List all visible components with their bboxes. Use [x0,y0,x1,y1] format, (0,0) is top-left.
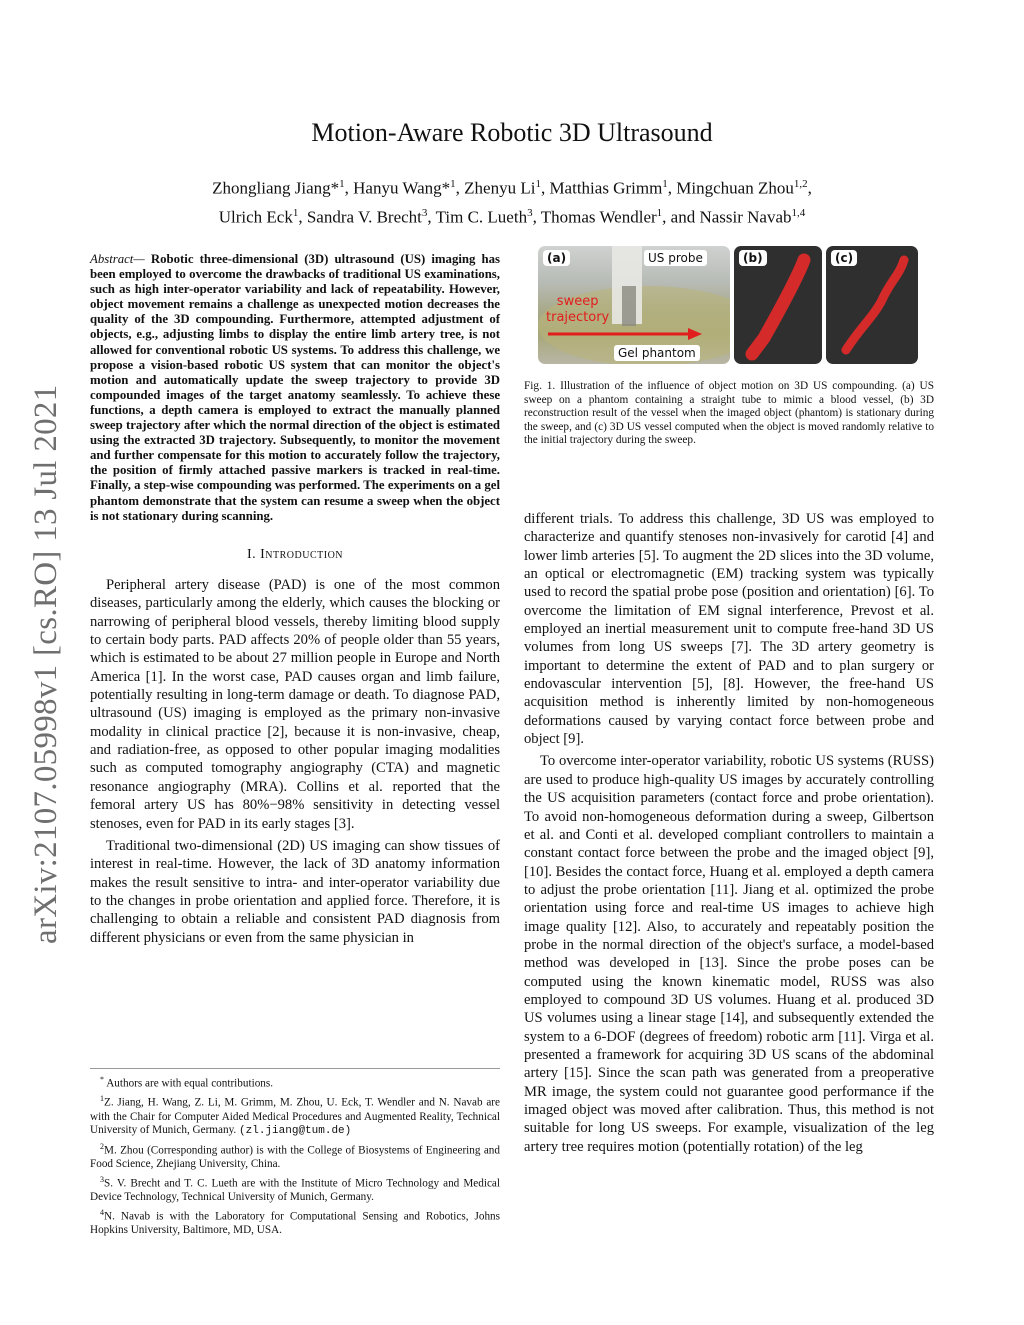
author-name: Thomas Wendler [540,207,657,227]
figure-1-caption: Fig. 1. Illustration of the influence of object motion on 3D US compounding. (a) US sweep on a phantom containing a straight tube to mimic a blood vessel, (b) 3D reconstruction result of the vessel when the imaged object (phantom) is stationary during the sweep, and (c) 3D US vessel computed when the object is moved randomly relative to the initial trajectory during the sweep. [524,380,934,446]
author-affiliation-mark: 1 [656,206,663,219]
probe-tip [622,286,636,326]
author-affiliation-mark: 1,2 [793,178,808,190]
figure-panel-a [538,246,730,364]
author-name: Nassir Navab [699,207,792,227]
left-column [90,252,500,947]
section-number: I. [246,546,257,562]
footnote-affiliation-3: $^3$S. V. Brecht and T. C. Lueth are with the Institute of Micro Technology and Medical Device Technology, Technical University of Munich, Germany. [90,1174,500,1204]
vessel-stationary [752,260,804,354]
author-affiliation-mark: 1 [535,178,541,190]
vessel-moved [846,260,904,350]
section-heading-introduction [90,546,500,564]
panel-label-b: (b) [739,250,767,266]
author-name: Matthias Grimm [549,178,663,198]
author-name: Tim C. Lueth [435,207,528,227]
footnotes [90,1068,500,1239]
abstract-text: Robotic three-dimensional (3D) ultrasound (US) imaging has been employed to overcome the drawbacks of traditional US examinations, such as high inter-operator variability and lack of repeatability. However, object movement remains a challenge as unexpected motion decreases the quality of the 3D compounding. Furthermore, attempted adjustment of objects, e.g., adjusting limbs to display the entire limb artery tree, is not allowed for conventional robotic US systems. To address this challenge, we propose a vision-based robotic US system that can monitor the object's motion and automatically update the sweep trajectory to provide 3D compounded images of the target anatomy seamlessly. To achieve these functions, a depth camera is employed to extract the manually planned sweep trajectory after which the normal direction of the object is estimated using the extracted 3D trajectory. Subsequently, to monitor the movement and further compensate for this motion to accurately follow the trajectory, the position of firmly attached passive markers is tracked in real-time. Finally, a step-wise compounding was performed. The experiments on a gel phantom demonstrate that the system can resume a sweep when the object is not stationary during scanning. [90,252,500,523]
author-name: Ulrich Eck [218,207,293,227]
gel-phantom-label: Gel phantom [614,345,700,361]
figure-1 [538,246,918,364]
intro-paragraph-2: Traditional two-dimensional (2D) US imaging can show tissues of interest in real-time. However, the lack of 3D anatomy information makes the result sensitive to intra- and inter-operator variability due to the changes in probe orientation and applied force. Therefore, it is challenging to obtain a reliable and consistent PAD diagnosis from different physicians or even from the same physician in [90,837,500,946]
author-email[interactable]: (zl.jiang@tum.de) [239,1125,352,1138]
arxiv-identifier: arXiv:2107.05998v1 [cs.RO] 13 Jul 2021 [28,384,64,944]
author-affiliation-mark: 3 [527,206,533,219]
author-affiliation-mark: 3 [421,206,428,219]
author-name: Mingchuan Zhou [676,178,794,198]
panel-label-a: (a) [543,250,570,266]
footnote-affiliation-2: $^2$M. Zhou (Corresponding author) is with the College of Biosystems of Engineering and Food Science, Zhejiang University, China. [90,1141,500,1171]
right-paragraph-2: To overcome inter-operator variability, robotic US systems (RUSS) are used to produce high-quality US images by accurately controlling the US acquisition parameters (contact force and probe orientation). To avoid non-homogeneous deformation during a sweep, Gilbertson et al. and Conti et al. developed compliant controllers to maintain a constant contact force between the probe and the imaged object [9], [10]. Besides the contact force, Huang et al. employed a depth camera to adjust the probe orientation [11]. Jiang et al. optimized the probe orientation using force and real-time US images to achieve high image quality [12]. Also, to accurately and repeatably position the probe in the normal direction of the object's surface, a model-based method was developed in [13]. Since the probe poses can be computed using the known kinematic model, RUSS was also employed to compound 3D US volumes. Huang et al. produced 3D US volumes using a linear stage [14], and subsequently extended the system to a 6-DOF (degrees of freedom) robotic arm [11]. Virga et al. presented a framework for acquiring 3D US scans of the abdominal artery [15]. Since the scan path was generated from a preoperative MR image, the system could not guarantee good performance if the imaged object was moved after calibration. Thus, this method is not suitable for long US sweeps. For example, visualization of the leg artery tree requires motion (potentially rotation) of the leg [524,753,934,1155]
footnote-affiliation-1: $^1$Z. Jiang, H. Wang, Z. Li, M. Grimm, M. Zhou, U. Eck, T. Wendler and N. Navab are with the Chair for Computer Aided Medical Procedures and Augmented Reality, Technical University of Munich, Germany. (zl.jiang@tum.de) [90,1094,500,1138]
panel-label-c: (c) [831,250,857,266]
author-name: Zhongliang Jiang* [212,178,340,198]
author-name: Sandra V. Brecht [306,207,422,227]
sweep-trajectory-label: sweep trajectory [546,294,610,325]
intro-paragraph-1: Peripheral artery disease (PAD) is one of the most common diseases, particularly among the elderly, which causes the blocking or narrowing of peripheral blood vessels, thereby limiting blood supply to certain body parts. PAD affects 20% of people older than 55 years, which is estimated to be about 27 million people in Europe and North America [1]. In the worst case, PAD causes organ and limb failure, potentially resulting in long-term damage or death. To diagnose PAD, ultrasound (US) imaging is employed as the primary non-invasive modality in clinical practice [2], because it is non-invasive, cheap, and radiation-free, as opposed to other popular imaging modalities such as computed tomography angiography (CTA) and magnetic resonance angiography (MRA). Collins et al. reported that the femoral artery US has 80%−98% sensitivity in detecting vessel stenoses, even for PAD in its early stages [3]. [90,577,500,832]
author-affiliation-mark: 1,4 [791,206,806,219]
abstract-label: Abstract [90,252,134,266]
abstract-dash: — [133,252,145,266]
footnote-equal-contribution: * Authors are with equal contributions. [100,1075,274,1090]
author-list [120,172,904,229]
author-affiliation-mark: 1 [450,178,456,190]
abstract [90,252,500,524]
paper-title: Motion-Aware Robotic 3D Ultrasound [311,118,713,147]
footnote-affiliation-4: $^4$N. Navab is with the Laboratory for Computational Sensing and Robotics, Johns Hopkins University, Baltimore, MD, USA. [90,1207,500,1237]
author-name: Zhenyu Li [464,178,536,198]
us-probe-label: US probe [644,250,707,266]
author-name: Hanyu Wang* [353,178,451,198]
author-line-2: Ulrich Eck$^1$, Sandra V. Brecht$^3$, Tim C. Lueth$^3$, Thomas Wendler$^1$, and Nassir Navab$^{1,4}$ [218,206,806,227]
section-title: Introduction [260,546,344,562]
author-affiliation-mark: 1 [292,206,299,219]
right-column [524,510,934,1156]
author-line-1: Zhongliang Jiang*$^1$, Hanyu Wang*$^1$, Zhenyu Li$^1$, Matthias Grimm$^1$, Mingchuan Zhou$^{1,2}$, [212,178,812,198]
figure-panel-b [734,246,822,364]
right-paragraph-1: different trials. To address this challenge, 3D US was employed to characterize and quantify stenoses non-invasively for carotid [4] and lower limb arteries [5]. To augment the 2D slices into the 3D volume, an optical or electromagnetic (EM) tracking system was typically used to record the spatial probe pose (position and orientation) [6]. To overcome the limitation of EM signal interference, Prevost et al. employed an inertial measurement unit to compute free-hand 3D US volumes from long US sweeps [7]. The 3D artery geometry is important to determine the extent of PAD and to plan surgery or endovascular intervention [5], [8]. However, the free-hand US acquisition method is inherently limited by non-homogeneous deformations caused by varying contact force between probe and object [9]. [524,511,934,748]
author-affiliation-mark: 1 [662,178,668,190]
figure-panel-c [826,246,918,364]
author-affiliation-mark: 1 [339,178,345,190]
